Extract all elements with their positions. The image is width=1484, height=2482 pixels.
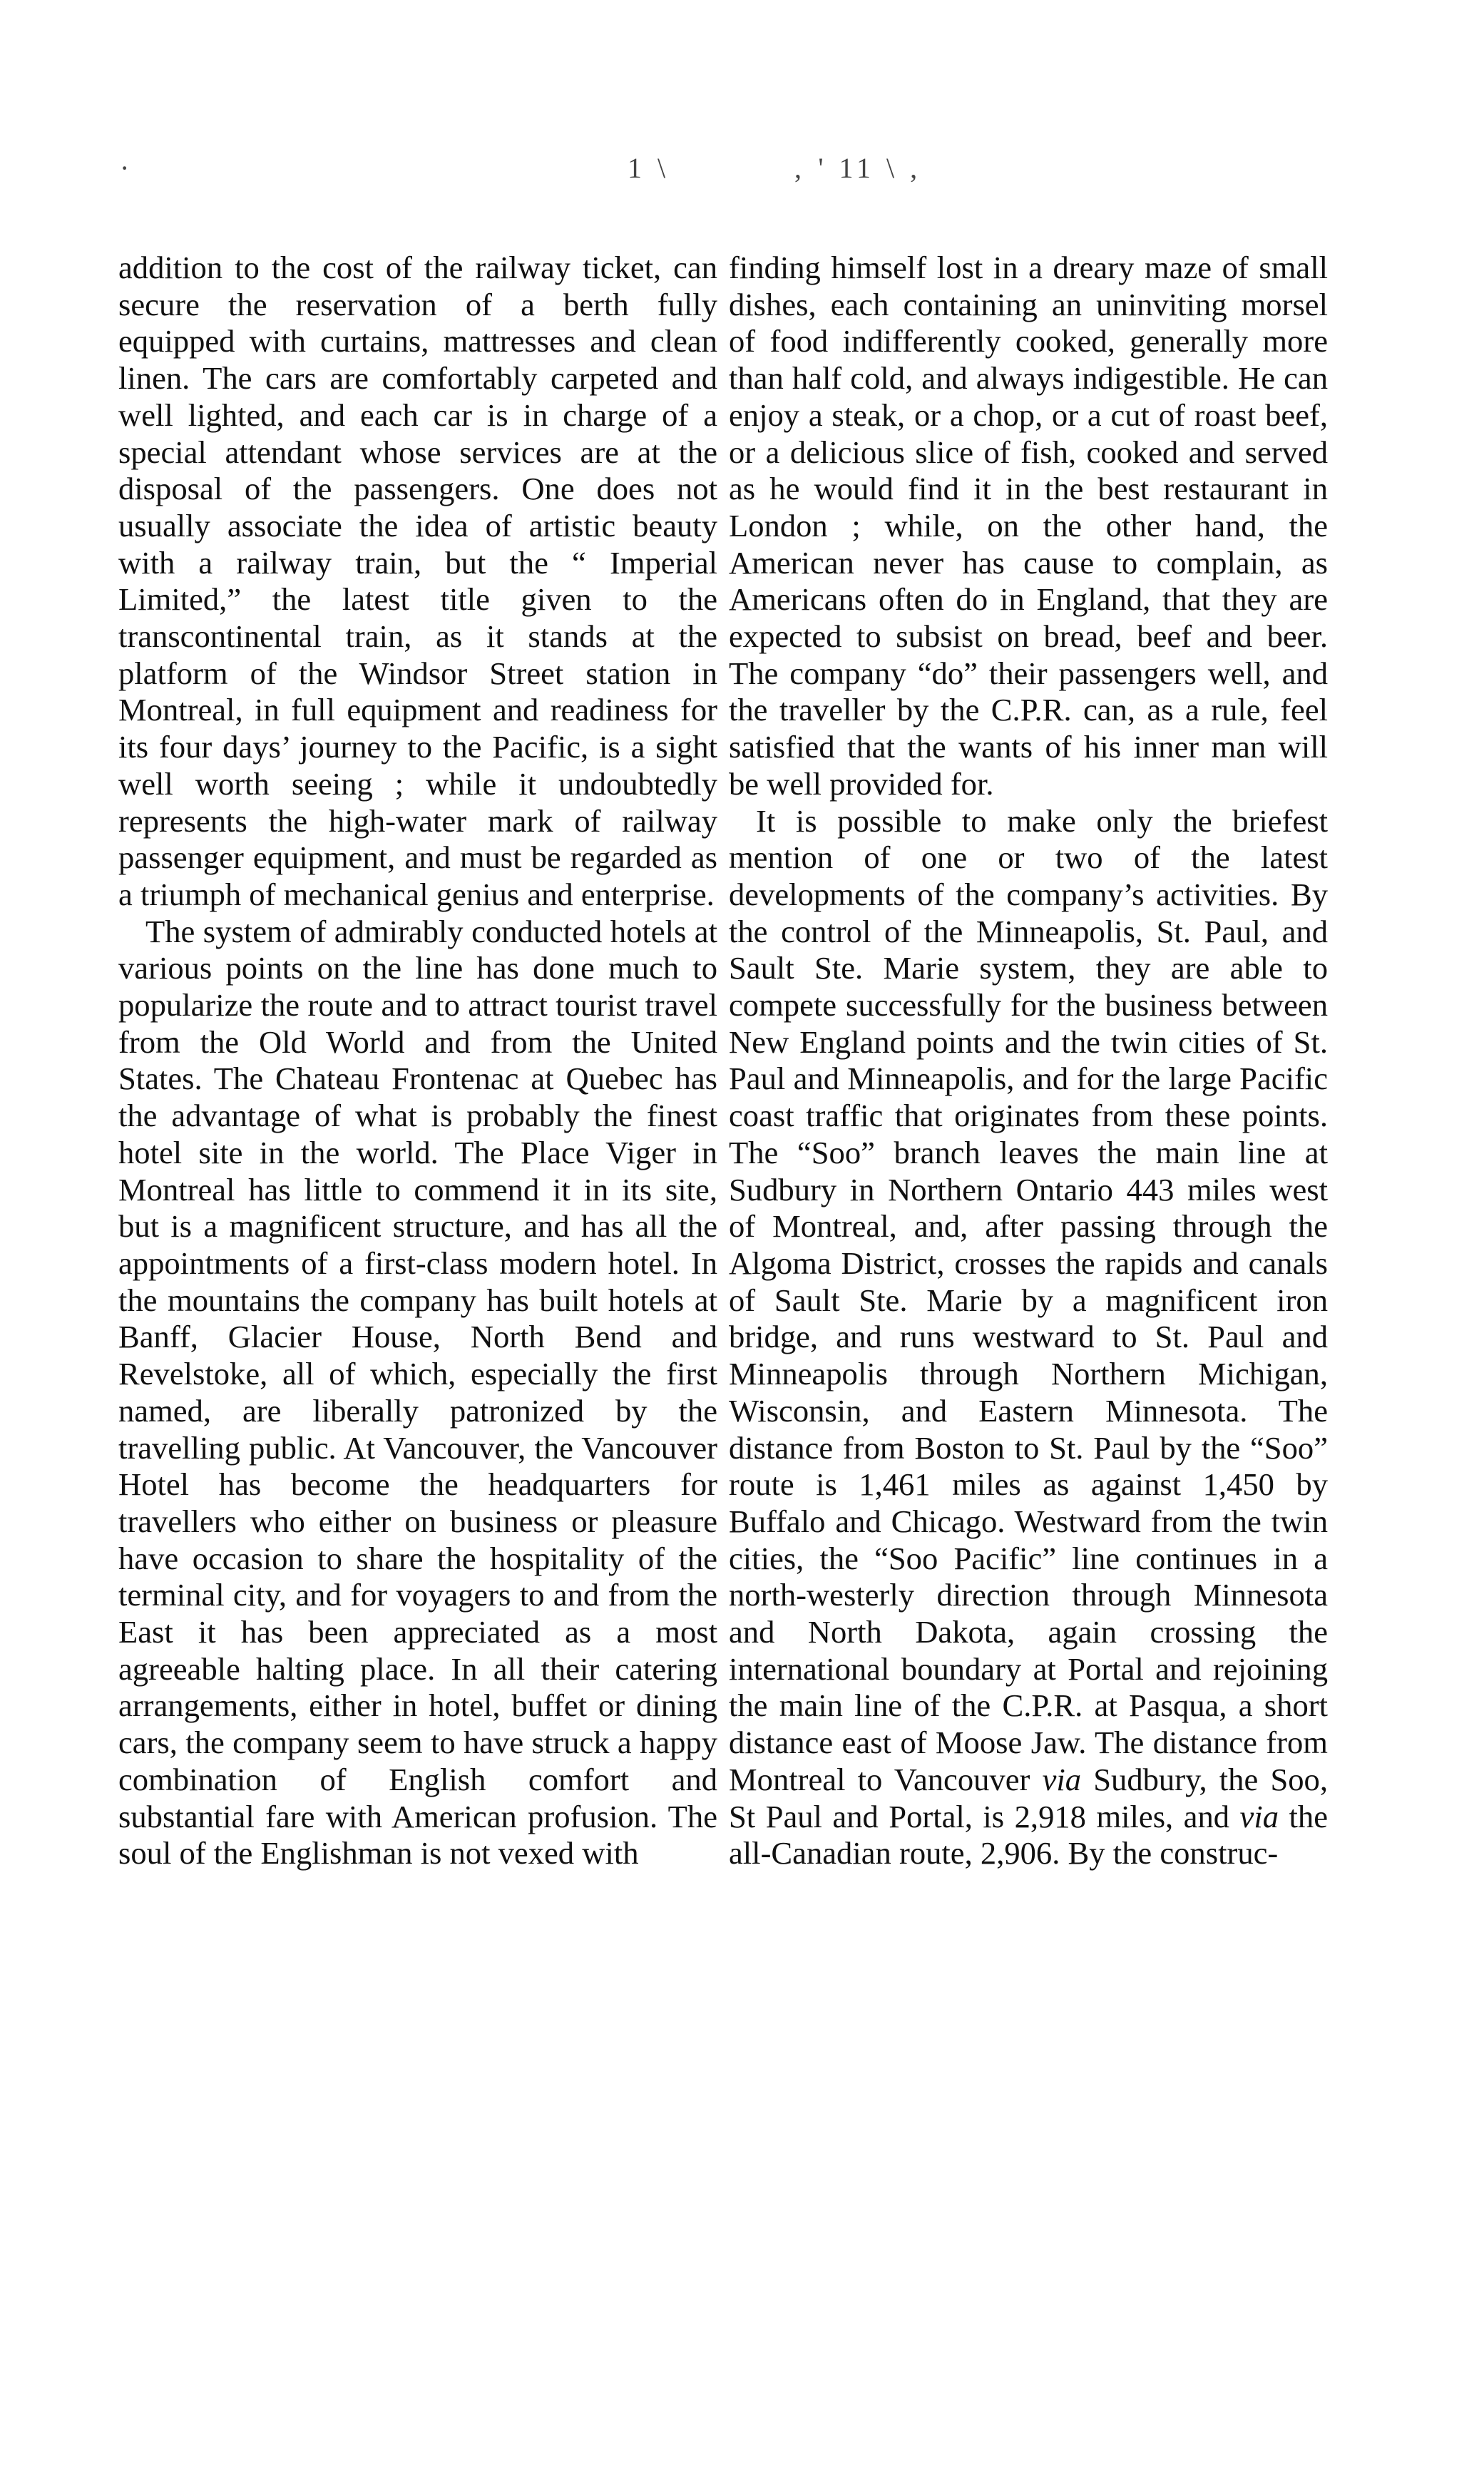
header-right-mark: ‚ ' 11 \ , [793, 152, 922, 184]
left-paragraph-1: addition to the cost of the railway ticket, can secure the reservation of a berth fully equipped with curtains, mattresses and clean linen. The cars are comfortably carpeted and well lighted, and each car is in charge of a special attendant whose services are at the disposal of the passengers. One does not usually associate the idea of artistic beauty with a railway train, but the “ Imperial Limited,” the latest title given to the transcontinental train, as it stands at the platform of the Windsor Street station in Montreal, in full equipment and readiness for its four days’ journey to the Pacific, is a sight well worth seeing ; while it undoubtedly represents the high-water mark of railway passenger equipment, and must be regarded as a triumph of mechanical genius and enterprise. [118, 250, 717, 912]
right-paragraph-1: finding himself lost in a dreary maze of small dishes, each containing an uninviting morsel of food indifferently cooked, generally more than half cold, and always indigestible. He can enjoy a steak, or a chop, or a cut of roast beef, or a delicious slice of fish, cooked and served as he would find it in the best restaurant in London ; while, on the other hand, the American never has cause to complain, as Americans often do in England, that they are expected to subsist on bread, beef and beer. The company “do” their passengers well, and the traveller by the C.P.R. can, as a rule, feel satisfied that the wants of his inner man will be well provided for. [729, 250, 1328, 802]
via-italic-2: via [1239, 1798, 1279, 1834]
right-paragraph-2-text: It is possible to make only the briefest mention of one or two of the latest developments of the company’s activities. By the control of the Minneapolis, St. Paul, and Sault Ste. Marie system, they are able to compete successfully for the business between New England points and the twin cities of St. Paul and Minneapolis, and for the large Pacific coast traffic that originates from these points. The “Soo” branch leaves the main line at Sudbury in Northern Ontario 443 miles west of Montreal, and, after passing through the Algoma District, crosses the rapids and canals of Sault Ste. Marie by a magnificent iron bridge, and runs westward to St. Paul and Minneapolis through Northern Michigan, Wisconsin, and Eastern Minnesota. The distance from Boston to St. Paul by the “Soo” route is 1,461 miles as against 1,450 by Buffalo and Chicago. Westward from the twin cities, the “Soo Pacific” line continues in a north-westerly direction through Minnesota and North Dakota, again crossing the international boundary at Portal and rejoining the main line of the C.P.R. at Pasqua, a short distance east of Moose Jaw. The distance from Montreal to Vancouver [729, 802, 1328, 1797]
header-bullet: · [120, 152, 134, 184]
running-head [0, 151, 1484, 194]
right-paragraph-2-mid: Sudbury, the Soo, St Paul and Portal, is 2,918 miles, and [729, 1761, 1328, 1834]
left-column [118, 250, 717, 2439]
via-italic-1: via [1042, 1761, 1082, 1797]
right-paragraph-2 [729, 803, 1328, 1872]
right-column [729, 250, 1328, 2439]
header-left-mark: 1 \ [628, 152, 670, 184]
right-paragraph-2-end: the all-Canadian route, 2,906. By the construc- [729, 1798, 1328, 1871]
left-paragraph-2: The system of admirably conducted hotels at various points on the line has done much to popularize the route and to attract tourist travel from the Old World and from the United States. The Chateau Frontenac at Quebec has the advantage of what is probably the finest hotel site in the world. The Place Viger in Montreal has little to commend it in its site, but is a magnificent structure, and has all the appointments of a first-class modern hotel. In the mountains the company has built hotels at Banff, Glacier House, North Bend and Revelstoke, all of which, especially the first named, are liberally patronized by the travelling public. At Vancouver, the Vancouver Hotel has become the headquarters for travellers who either on business or pleasure have occasion to share the hospitality of the terminal city, and for voyagers to and from the East it has been appreciated as a most agreeable halting place. In all their catering arrangements, either in hotel, buffet or dining cars, the company seem to have struck a happy combination of English comfort and substantial fare with American profusion. The soul of the Englishman is not vexed with [118, 913, 717, 1871]
